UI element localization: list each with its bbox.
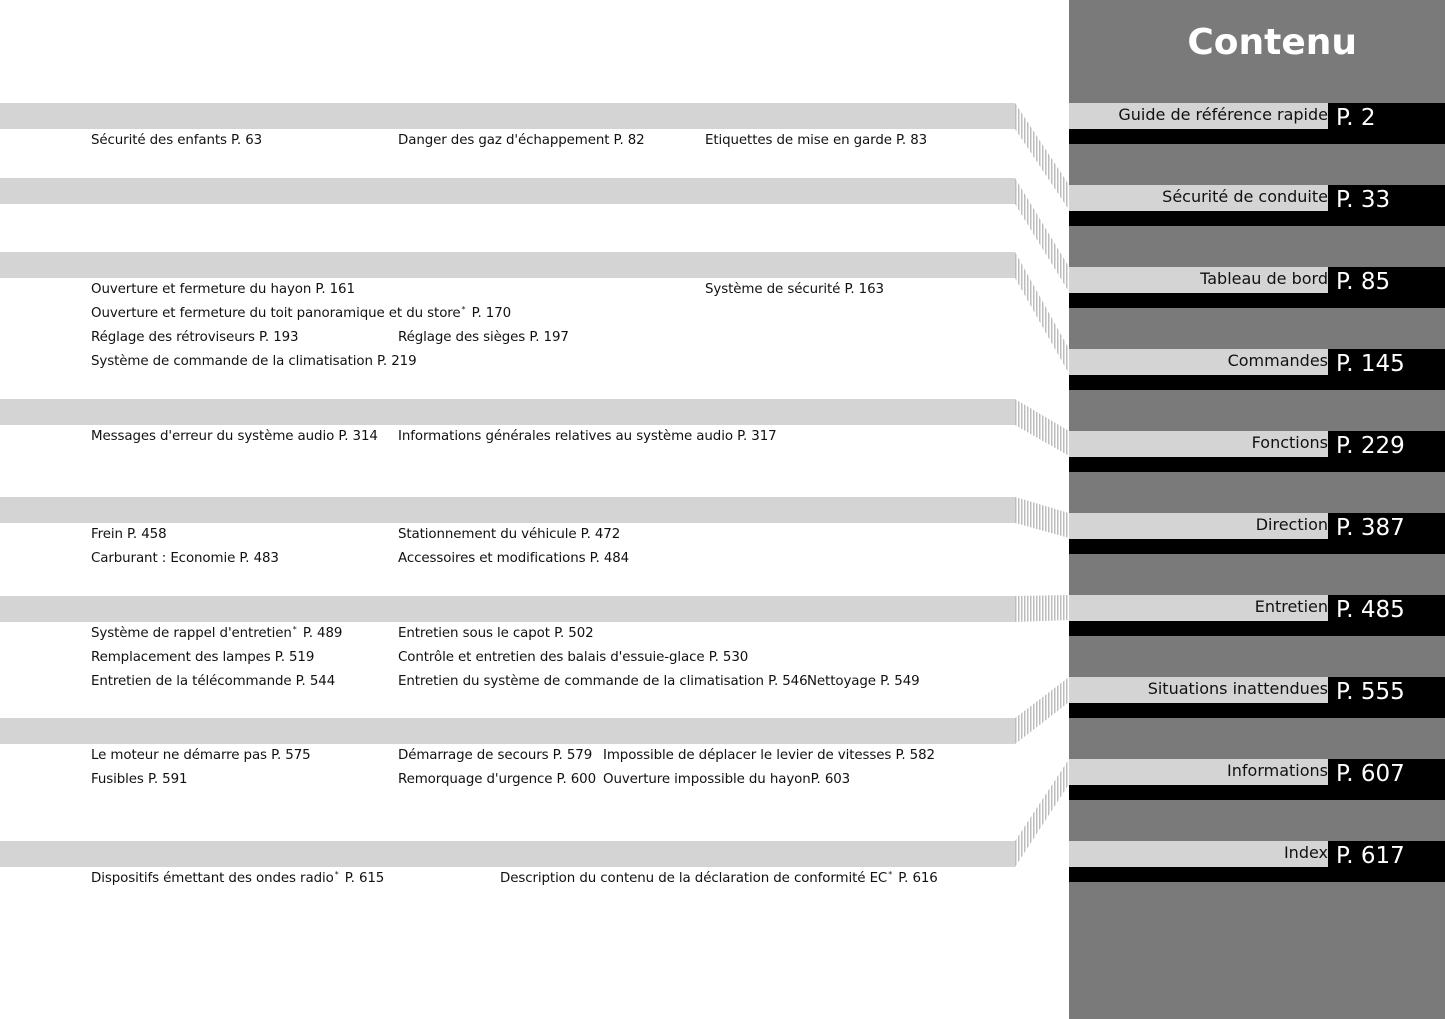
toc-entry[interactable]: Entretien du système de commande de la climatisation P. 546 (398, 674, 808, 689)
tab-informations[interactable] (1069, 759, 1445, 800)
connector-5 (1015, 497, 1069, 538)
asterisk: * (888, 870, 893, 879)
tab-underline (1069, 785, 1338, 800)
tab-label: Fonctions (1069, 431, 1338, 457)
toc-entry[interactable]: Contrôle et entretien des balais d'essuie-glace P. 530 (398, 650, 749, 665)
toc-entry[interactable]: Système de sécurité P. 163 (705, 282, 884, 297)
tab-commandes[interactable] (1069, 349, 1445, 390)
tab-underline (1069, 539, 1338, 554)
toc-entry[interactable]: Dispositifs émettant des ondes radio* P. 615 (91, 870, 385, 886)
tab-underline (1069, 703, 1338, 718)
tab-page-number: P. 229 (1328, 431, 1445, 472)
tab-guide[interactable] (1069, 103, 1445, 144)
tab-underline (1069, 621, 1338, 636)
toc-entry[interactable]: Remplacement des lampes P. 519 (91, 650, 315, 665)
toc-entry[interactable]: Démarrage de secours P. 579 (398, 748, 593, 763)
section-band-4 (0, 399, 1015, 425)
tab-securite[interactable] (1069, 185, 1445, 226)
tab-page-number: P. 485 (1328, 595, 1445, 636)
tab-page-number: P. 145 (1328, 349, 1445, 390)
toc-entry[interactable]: Frein P. 458 (91, 527, 167, 542)
toc-entry[interactable]: Nettoyage P. 549 (807, 674, 920, 689)
toc-entry[interactable]: Entretien de la télécommande P. 544 (91, 674, 336, 689)
tab-label: Situations inattendues (1069, 677, 1338, 703)
toc-entry[interactable]: Le moteur ne démarre pas P. 575 (91, 748, 311, 763)
tab-underline (1069, 293, 1338, 308)
tab-label: Index (1069, 841, 1338, 867)
toc-entry[interactable]: Carburant : Economie P. 483 (91, 551, 279, 566)
tab-label: Entretien (1069, 595, 1338, 621)
tab-tableau[interactable] (1069, 267, 1445, 308)
section-band-1 (0, 103, 1015, 129)
connector-8 (1015, 759, 1069, 867)
tab-entretien[interactable] (1069, 595, 1445, 636)
tab-situations[interactable] (1069, 677, 1445, 718)
connector-7 (1015, 677, 1069, 744)
page-title: Contenu (1187, 22, 1357, 63)
toc-entry[interactable]: Description du contenu de la déclaration de conformité EC* P. 616 (500, 870, 938, 886)
toc-entry[interactable]: Système de rappel d'entretien* P. 489 (91, 625, 343, 641)
tab-underline (1069, 867, 1338, 882)
tab-underline (1069, 457, 1338, 472)
tab-label: Sécurité de conduite (1069, 185, 1338, 211)
tab-underline (1069, 129, 1338, 144)
section-band-8 (0, 841, 1015, 867)
toc-entry[interactable]: Ouverture et fermeture du toit panoramique et du store* P. 170 (91, 305, 512, 321)
toc-entry[interactable]: Fusibles P. 591 (91, 772, 188, 787)
tab-page-number: P. 555 (1328, 677, 1445, 718)
tab-page-number: P. 2 (1328, 103, 1445, 144)
tab-page-number: P. 387 (1328, 513, 1445, 554)
section-band-6 (0, 596, 1015, 622)
toc-entry[interactable]: Sécurité des enfants P. 63 (91, 133, 263, 148)
connector-6 (1015, 595, 1069, 622)
tab-direction[interactable] (1069, 513, 1445, 554)
tab-page-number: P. 33 (1328, 185, 1445, 226)
toc-entry[interactable]: Réglage des sièges P. 197 (398, 330, 569, 345)
toc-entry[interactable]: Impossible de déplacer le levier de vitesses P. 582 (603, 748, 935, 763)
tab-label: Commandes (1069, 349, 1338, 375)
asterisk: * (292, 625, 297, 634)
section-band-2 (0, 178, 1015, 204)
toc-entry[interactable]: Réglage des rétroviseurs P. 193 (91, 330, 299, 345)
section-band-7 (0, 718, 1015, 744)
tab-page-number: P. 85 (1328, 267, 1445, 308)
toc-entry[interactable]: Messages d'erreur du système audio P. 314 (91, 429, 378, 444)
toc-entry[interactable]: Stationnement du véhicule P. 472 (398, 527, 621, 542)
tab-underline (1069, 375, 1338, 390)
toc-entry[interactable]: Remorquage d'urgence P. 600 (398, 772, 597, 787)
section-band-5 (0, 497, 1015, 523)
tab-label: Informations (1069, 759, 1338, 785)
toc-entry[interactable]: Informations générales relatives au système audio P. 317 (398, 429, 777, 444)
section-band-3 (0, 252, 1015, 278)
toc-entry[interactable]: Accessoires et modifications P. 484 (398, 551, 630, 566)
tab-fonctions[interactable] (1069, 431, 1445, 472)
tab-label: Direction (1069, 513, 1338, 539)
tab-page-number: P. 617 (1328, 841, 1445, 882)
toc-entry[interactable]: Ouverture impossible du hayonP. 603 (603, 772, 851, 787)
connector-graphic (1015, 0, 1071, 1019)
toc-entry[interactable]: Entretien sous le capot P. 502 (398, 626, 594, 641)
tab-underline (1069, 211, 1338, 226)
toc-entry[interactable]: Danger des gaz d'échappement P. 82 (398, 133, 645, 148)
asterisk: * (461, 305, 466, 314)
tab-label: Guide de référence rapide (1069, 103, 1338, 129)
tab-label: Tableau de bord (1069, 267, 1338, 293)
toc-entry[interactable]: Système de commande de la climatisation P. 219 (91, 354, 417, 369)
toc-entry[interactable]: Ouverture et fermeture du hayon P. 161 (91, 282, 355, 297)
tab-index[interactable] (1069, 841, 1445, 882)
asterisk: * (334, 870, 339, 879)
connector-4 (1015, 399, 1069, 456)
tab-page-number: P. 607 (1328, 759, 1445, 800)
toc-entry[interactable]: Etiquettes de mise en garde P. 83 (705, 133, 928, 148)
